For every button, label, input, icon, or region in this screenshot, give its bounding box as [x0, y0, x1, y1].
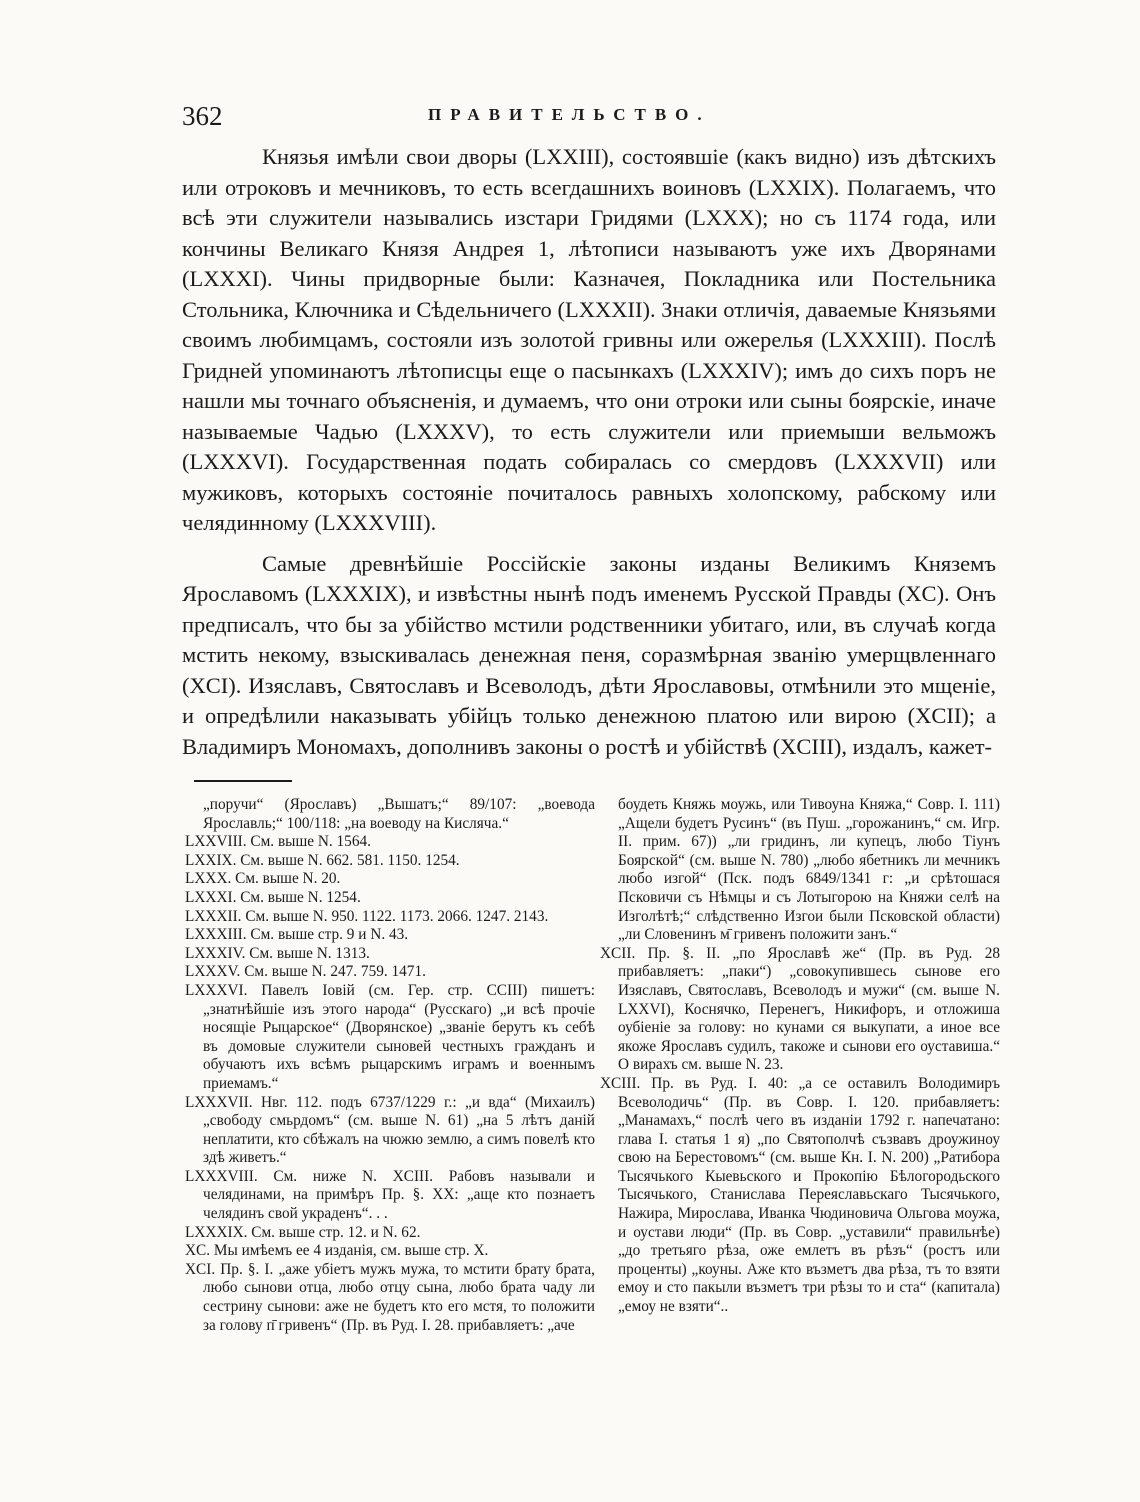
footnote: LXXXIII. См. выше стр. 9 и N. 43. — [185, 926, 409, 944]
footnote: LXXXIV. См. выше N. 1313. — [185, 944, 370, 962]
footnote: LXXX. См. выше N. 20. — [185, 870, 341, 888]
page-number: 362 — [182, 101, 223, 131]
paragraph: Самые древнѣйшіе Россійскіе законы изданы Великимъ Княземъ Ярославомъ (LXXXIX), и извѣстны нынѣ подъ именемъ Русской Правды (XC). Онъ предписалъ, что бы за убійство мстили родственники убитаго, или, въ случаѣ когда мстить некому, взыскивалась денежная пеня, соразмѣрная званію умерщвленнаго (XCI). Изяславъ, Святославъ и Всеволодъ, дѣти Ярославовы, отмѣнили это мщеніе, и опредѣлили наказывать убійцъ только денежною платою или вирою (XCII); а Владимиръ Мономахъ, дополнивъ законы о ростѣ и убійствѣ (XCIII), издалъ, кажет- — [182, 550, 996, 759]
footnote: LXXXI. См. выше N. 1254. — [185, 888, 361, 906]
footnote-rule — [194, 780, 292, 782]
footnote: LXXXV. См. выше N. 247. 759. 1471. — [185, 963, 426, 981]
footnote: XC. Мы имѣемъ ее 4 изданія, см. выше стр. X. — [185, 1242, 489, 1260]
footnote: LXXXVIII. См. ниже N. XCIII. Рабовъ называли и челядинами, на примѣръ Пр. §. XX: „аще кто познаетъ челядинъ свой украденъ“. . . — [185, 1167, 595, 1223]
footnote: XCII. Пр. §. II. „по Ярославѣ же“ (Пр. въ Руд. 28 прибавляетъ: „паки“) „совокупившесь сынове его Изяславъ, Святославъ, Всеволодъ и мужи“ (см. выше N. LXXVI), Коснячко, Перенегъ, Никифоръ, и отложиша оубіеніе за голову: но кунами ся выкупати, а иное все якоже Ярославъ судилъ, такоже и сынови его оуставиша.“ О вирахъ см. выше N. 23. — [600, 944, 1000, 1074]
running-title: ПРАВИТЕЛЬСТВО. — [428, 105, 711, 124]
footnotes-right-column — [600, 796, 1000, 1317]
footnote: LXXXVI. Павелъ Іовій (см. Гер. стр. CCIII) пишетъ: „знатнѣйшіе изъ этого народа“ (Русскаго) „и всѣ прочіе носящіе Рыцарское“ (Дворянское) „званіе берутъ къ себѣ въ домовые служители сыновей честныхъ гражданъ и обучаютъ ихъ всѣмъ рыцарскимъ играмъ и военнымъ приемамъ.“ — [185, 981, 595, 1092]
footnote: боудеть Княжь моужь, или Тивоуна Княжа,“ Совр. I. 111) „Ащели будетъ Русинъ“ (въ Пуш. „горожанинъ,“ см. Игр. II. прим. 67)) „ли гридинъ, ли купецъ, любо Тіунъ Боярской“ (см. выше N. 780) „любо ябетникъ ли мечникъ любо изгой“ (Пск. подъ 6849/1341 г: „и срѣтошася Псковичи съ Нѣмцы и съ Лотыгорою на Княжи селѣ на Изголѣтѣ;“ слѣдственно Изгои были Псковской области) „ли Словенинъ м̄ гривенъ положити занъ.“ — [618, 796, 1000, 944]
footnote: LXXXIX. См. выше стр. 12. и N. 62. — [185, 1223, 421, 1241]
main-text — [182, 142, 996, 762]
paragraph: Князья имѣли свои дворы (LXXIII), состоявшіе (какъ видно) изъ дѣтскихъ или отроковъ и мечниковъ, то есть всегдашнихъ воиновъ (LXXIX). Полагаемъ, что всѣ эти служители назывались изстари Гридями (LXXX); но съ 1174 года, или кончины Великаго Князя Андрея 1, лѣтописи называютъ уже ихъ Дворянами (LXXXI). Чины придворные были: Казначея, Покладника или Постельника Стольника, Ключника и Сѣдельничего (LXXXII). Знаки отличія, даваемые Князьями своимъ любимцамъ, состояли изъ золотой гривны или ожерелья (LXXXIII). Послѣ Гридней упоминаютъ лѣтописцы еще о пасынкахъ (LXXXIV); имъ до сихъ поръ не нашли мы точнаго объясненія, и думаемъ, что они отроки или сыны боярскіе, иначе называемые Чадью (LXXXV), то есть служители или приемыши вельможъ (LXXXVI). Государственная подать собиралась со смердовъ (LXXXVII) или мужиковъ, которыхъ состояніе почиталось равныхъ холопскому, рабскому или челядинному (LXXXVIII). — [182, 144, 996, 535]
footnote: XCIII. Пр. въ Руд. I. 40: „а се оставилъ Володимиръ Всеволодичь“ (Пр. въ Совр. I. 120. прибавляетъ: „Манамахъ,“ послѣ чего въ изданіи 1792 г. напечатано: глава I. статья 1 я) „по Святополчѣ съзвавъ дроужиноу свою на Берестовомъ“ (см. выше Кн. I. N. 200) „Ратибора Тысячького Кыевьского и Прокопію Бѣлогородьского Тысячького, Станислава Переяславьскаго Тысячького, Нажира, Мирослава, Иванка Чюдиновича Ольгова моужа, и оустави люди“ (Пр. въ Совр. „уставили“ правильнѣе) „до третьяго рѣза, оже емлетъ въ рѣзъ“ (ростъ или проценты) „коуны. Аже кто възметъ два рѣза, тъ то взяти емоу и сто пакыли възметъ три рѣзы то и ста“ (капитала) „емоу не взяти“.. — [600, 1074, 1000, 1316]
footnote: XCI. Пр. §. I. „аже убіетъ мужъ мужа, то мстити брату брата, любо сынови отца, любо отцу сына, любо брата чаду ли сестрину сынови: аже не будетъ кто его мстя, то положити за голову п̄ гривенъ“ (Пр. въ Руд. I. 28. прибавляетъ: „аче — [185, 1260, 595, 1334]
footnote: LXXIX. См. выше N. 662. 581. 1150. 1254. — [185, 851, 460, 869]
footnote: LXXXII. См. выше N. 950. 1122. 1173. 2066. 1247. 2143. — [185, 907, 549, 925]
footnote: „поручи“ (Ярославъ) „Вышатъ;“ 89/107: „воевода Ярославль;“ 100/118: „на воеводу на Кисляча.“ — [203, 796, 595, 832]
footnote: LXXVIII. См. выше N. 1564. — [185, 833, 371, 851]
footnotes-left-column — [185, 796, 595, 1335]
footnote: LXXXVII. Нвг. 112. подъ 6737/1229 г.: „и вда“ (Михаилъ) „свободу смьрдомъ“ (см. выше N. 61) „на 5 лѣтъ даній неплатити, кто сбѣжалъ на чюжю землю, а симъ повелѣ кто здѣ живетъ.“ — [185, 1093, 595, 1167]
